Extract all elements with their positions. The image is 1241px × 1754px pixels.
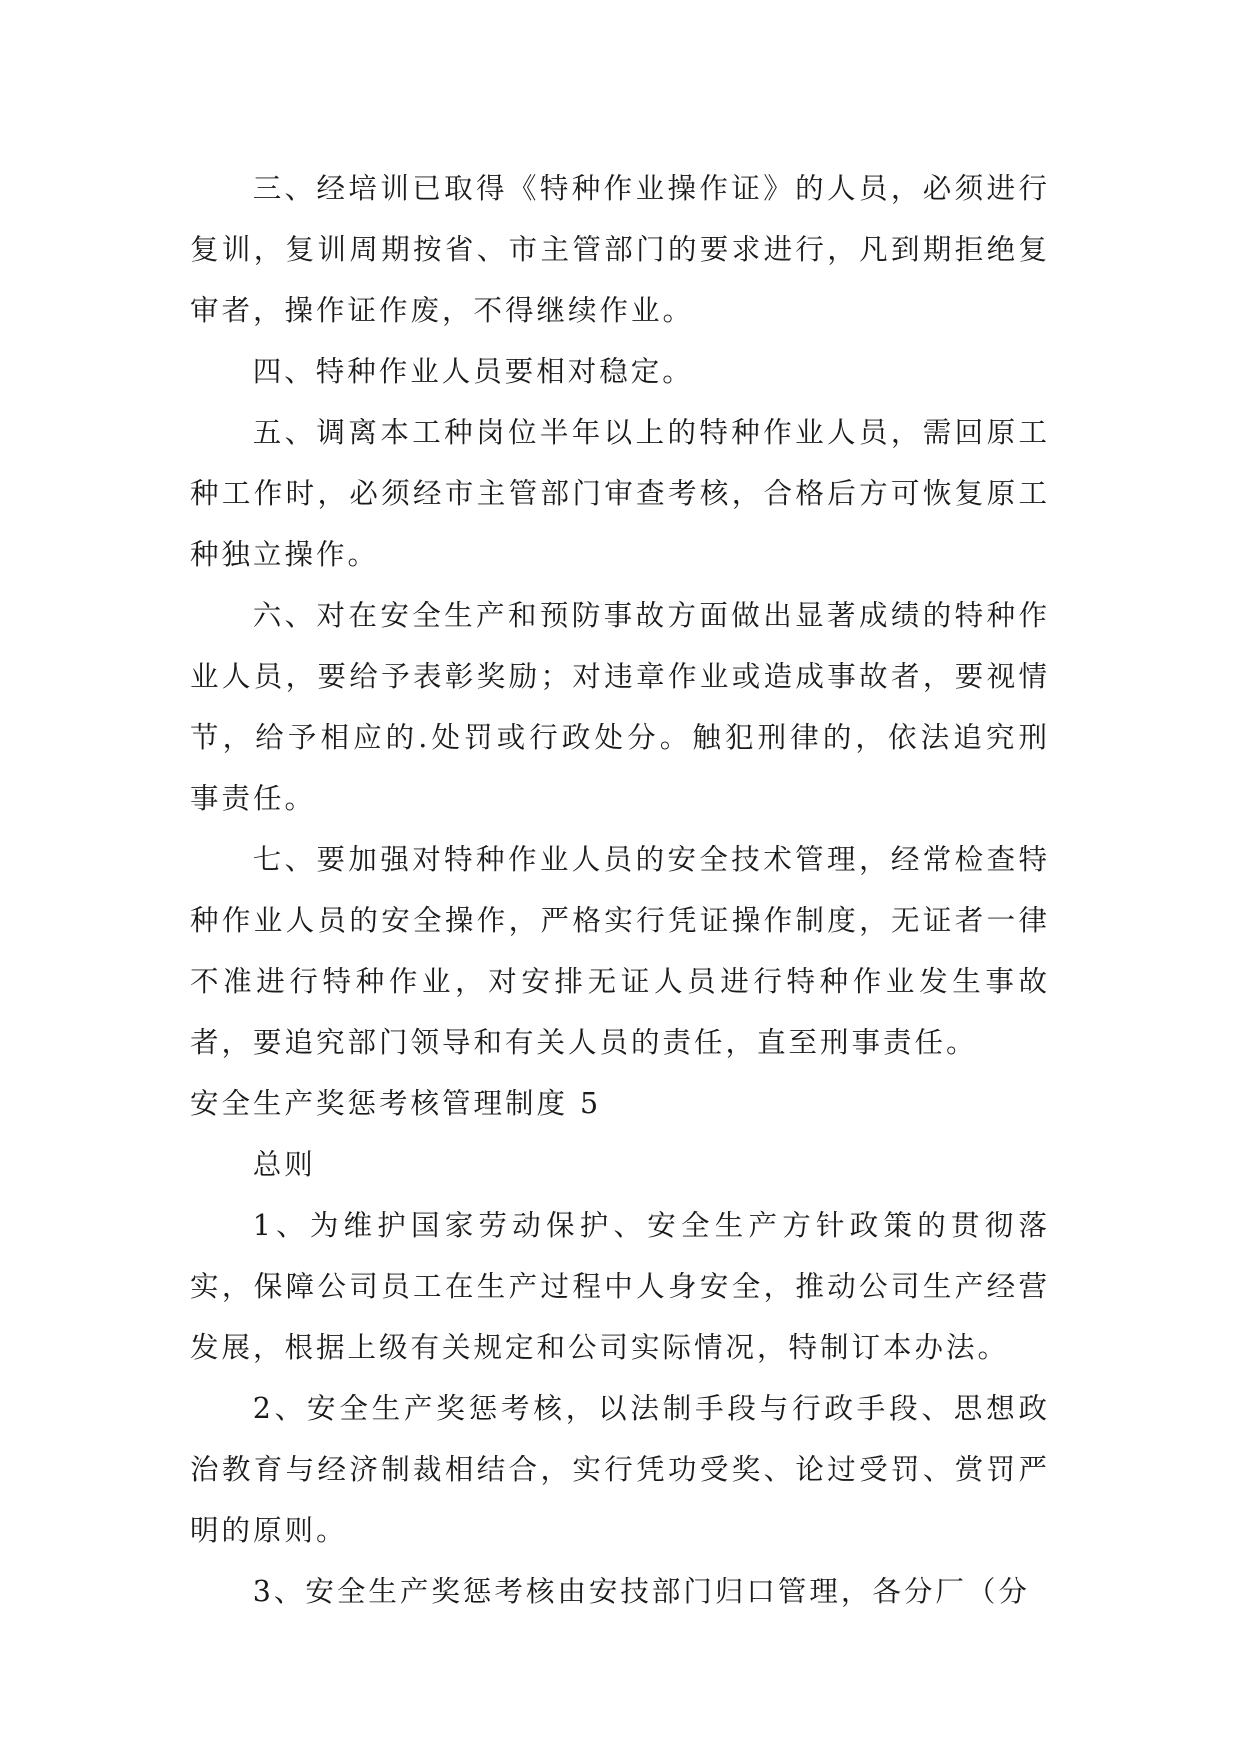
paragraph-7: 七、要加强对特种作业人员的安全技术管理，经常检查特种作业人员的安全操作，严格实行凭证操作制度，无证者一律不准进行特种作业，对安排无证人员进行特种作业发生事故者，要追究部门领导和有关人员的责任，直至刑事责任。 <box>190 843 1050 1059</box>
clause-2: 2、安全生产奖惩考核，以法制手段与行政手段、思想政治教育与经济制裁相结合，实行凭功受奖、论过受罚、赏罚严明的原则。 <box>190 1392 1050 1547</box>
clause-1: 1、为维护国家劳动保护、安全生产方针政策的贯彻落实，保障公司员工在生产过程中人身安全，推动公司生产经营发展，根据上级有关规定和公司实际情况，特制订本办法。 <box>190 1209 1050 1364</box>
paragraph-4: 四、特种作业人员要相对稳定。 <box>252 355 694 388</box>
subsection-title: 总则 <box>252 1148 316 1181</box>
paragraph-3: 三、经培训已取得《特种作业操作证》的人员，必须进行复训，复训周期按省、市主管部门的要求进行，凡到期拒绝复审者，操作证作废，不得继续作业。 <box>190 172 1050 327</box>
document-body <box>190 158 1050 1622</box>
clause-3: 3、安全生产奖惩考核由安技部门归口管理，各分厂（分 <box>252 1575 1030 1608</box>
section-title: 安全生产奖惩考核管理制度 5 <box>190 1087 602 1120</box>
paragraph-6: 六、对在安全生产和预防事故方面做出显著成绩的特种作业人员，要给予表彰奖励；对违章作业或造成事故者，要视情节，给予相应的.处罚或行政处分。触犯刑律的，依法追究刑事责任。 <box>190 599 1050 815</box>
paragraph-5: 五、调离本工种岗位半年以上的特种作业人员，需回原工种工作时，必须经市主管部门审查考核，合格后方可恢复原工种独立操作。 <box>190 416 1050 571</box>
